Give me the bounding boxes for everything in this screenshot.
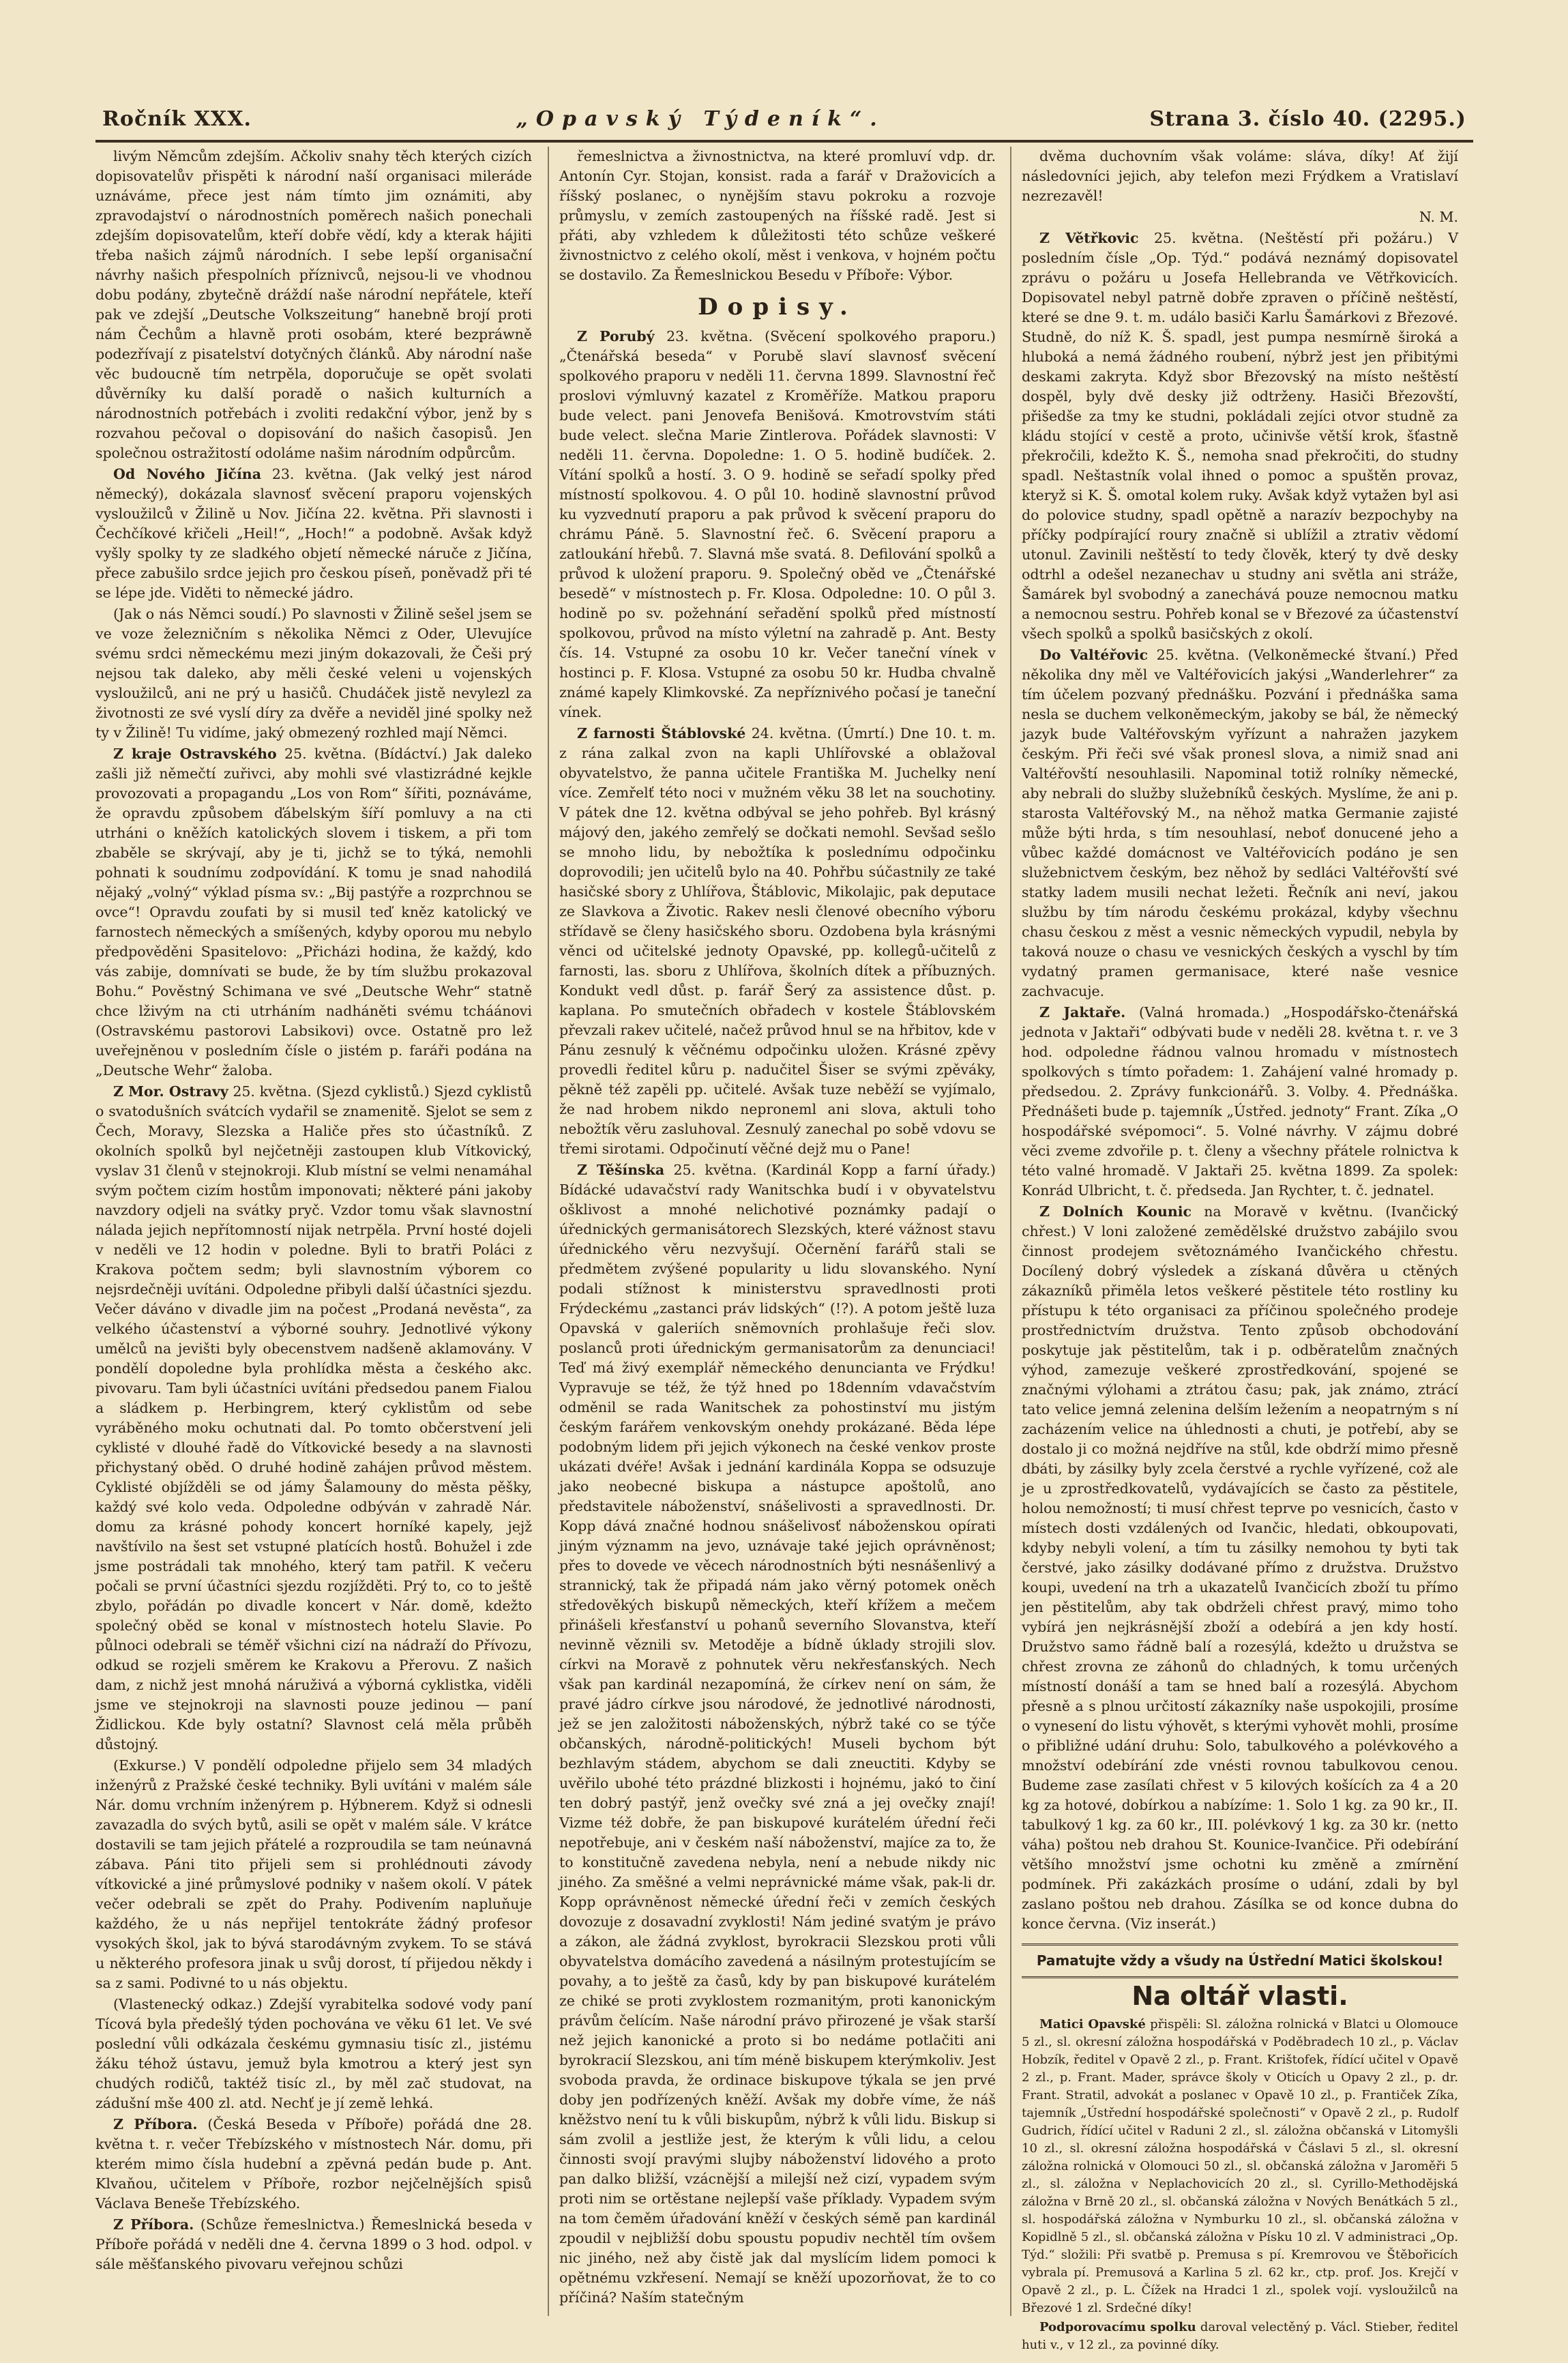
article-paragraph — [95, 1082, 532, 1755]
article-text: 24. května. (Úmrtí.) Dne 10. t. m. z rána zalkal zvon na kapli Uhlířovské a oblažoval obyvatelstvo, že panna učitele Františka M. Juchelky není více. Zemřelť této noci v mužném věku 38 let na souchotiny. V pátek dne 12. května odbýval se jeho pohřeb. Byl krásný májový den, jakého zemřelý se dočkati nemohl. Sevšad sešlo se mnoho lidu, by nebožtíka k poslednímu odpočinku doprovodili; jen učitelů bylo na 40. Pohřbu súčastnily ze také hasičské sbory z Uhlířova, Štáblovic, Mikolajic, pak deputace ze Slavkova a Životic. Rakev nesli členové obecního výboru střídavě se členy hasičského sboru. Ozdobena byla krásnými věnci od učitelské jednoty Opavské, pp. kollegů-učitelů z farnosti, las. sboru z Uhlířova, školních dítek a příbuzných. Kondukt vedl důst. p. farář Šerý za assistence důst. p. kaplana. Po smutečních obřadech v kostele Štáblovském převzali rakev učitelé, načež průvod hnul se na hřbitov, kde v Pánu zesnulý k věčnému odpočinku uložen. Krásné zpěvy provedli ředitel kůru p. nadučitel Šiser se svými zpěváky, pěkně též zapěli pp. učitelé. Avšak tuze neběží se vyjímalo, že nad hrobem nikdo neproneml ani slova, aktuli toho nebožtík věru zasluhoval. Zesnulý zanechal po sobě vdovu se třemi sirotami. Odpočinutí věčné dejž mu o Pane! — [559, 725, 996, 1157]
article-text: 25. května. (Kardinál Kopp a farní úřady.) Bídácké udavačství rady Wanitschka budí i v obyvatelstvu ošklivost a mnohé nelichotivé poznámky padají o úřednických germanisátorech Slezských, které vážnost stavu úřednického věru nezvyšují. Očernění farářů stali se předmětem zvýšené popularity u lidu slovanského. Nyní podali stížnost k ministerstvu spravedlnosti proti Frýdeckému „zastanci práv lidských“ (!?). A potom ještě luza Opavská v galeriích sněmovních prohlašuje řeči slov. poslanců proti úřednickým germanisatorům za denunciaci! Teď má živý exemplář německého denuncianta ve Frýdku! Vypravuje se též, že týž hned po 18denním vdavačstvím odměnil se rada Wanitschek za pohostinství mu jistým českým farářem venkovským onehdy prokázané. Běda lépe podobným lidem při jejich výkonech na české venkov proste ukázati dvéře! Avšak i jednání kardinála Koppa se odsuzuje jako neobecné biskupa a nástupce apoštolů, ano představitele náboženství, snášelivosti a spravedlnosti. Dr. Kopp dává značné hodnou snášelivosť náboženskou opírati jiným významm na jevo, uznávaje také jejich oprávněnost; přes to dovede ve věcech národnostních býti nesnášenlivý a strannický, tak že připadá nám jako věrný potomek oněch středověkých biskupů německých, kteří křížem a mečem přinášeli křesťanství u pohanů severního Slovanstva, kteří nevinně věznili sv. Metoděje a bídně úklady strojili slov. církvi na Moravě z pohnutek věru nekřesťanských. Nech však pan kardinál nezapomíná, že církev není on sám, že pravé jádro církve jsou národové, že jednotlivé národnosti, jež se jen založitosti náboženských, nýbrž také co se týče občanských, národně-politických! Museli bychom být bezhlavým stádem, abychom se dali zneuctiti. Kdyby se uvěřilo ubohé této prázdné blizkosti i hojnému, jakó to činí ten dobrý pastýř, jenž ovečky své zná a jej ovečky znají! Vizme též dobře, že pan biskupové kurátelém úřední řeči nepotřebuje, ani v českém naší náboženství, majíce za to, že to konstitučně zavedena nebyla, není a nebude nikdy nic jiného. Za směšné a velmi neprávnické máme však, pak-li dr. Kopp oprávněnost německé úřední řeči v zemích českých dovozuje z dosavadní zvyklosti! Nám jediné svatým je právo a zákon, ale žádná zvyklost, byrokracii Slezskou proti vůli obyvatelstva domácího zavedená a násilným protestujícím se povahy, a to ještě za časů, kdy by pan biskupové kurátelém ze chiké se proti zvyklostem rozmanitým, proti kanonickým právům čelícím. Naše národní právo přirozené je však starší než jejich kanonické a proto si bo nedáme potlačiti ani byrokracií Slezskou, ani tím méně biskupem kterýmkoliv. Jest svoboda pravda, že ordinace biskupove týkala se jen prvé doby jen podřízených kněží. Avšak my dobře víme, že náš kněžstvo není tu k vůli biskupům, nýbrž k vůli lidu. Biskup si sám zvolil a jestliže jest, že kterým k vůli lidu, a celou činnosti svojí pravými slujby náboženství lidového a proto pan dalko bližší, vzácnější a milejší než cizí, vypadem svým proti nim se ortěstane nejlepší vaše příklady. Vypadem svým na tom čeměm úřadování kněží v českých sémě pan kardinál zpoudil v nejbližší dobu spoustu popudiv nechtěl tím ovšem nic jiného, než aby čistě jak dal myslícím lidem pomoci k opětnému vzkřesení. Nemají se kněží upozorňovat, že to co příčiná? Naším statečným — [559, 1162, 996, 2306]
article-paragraph — [1022, 229, 1458, 644]
article-text: 25. května. (Sjezd cyklistů.) Sjezd cyklistů o svatodušních svátcích vydařil se znamenitě. Sjelot se sem z Čech, Moravy, Slezska a Haliče přes sto účastníků. Z okolních spolků byl nejčetněji zastoupen klub Vítkovický, vyslav 31 členů v stejnokroji. Klub místní se velmi nenamáhal svým počtem cizím hostům imponovati; některé páni jakoby navzdory odjeli na svátky pryč. Vzdor tomu však slavnostní nálada jejich nepřítomností nijak netrpěla. První hosté dojeli v neděli ve 12 hodin v poledne. Byli to bratři Poláci z Krakova počtem sedm; byli slavnostním výborem co nejsrdečněji uvítáni. Odpoledne přibyli další účastníci sjezdu. Večer dáváno v divadle jim na počest „Prodaná nevěsta“, za velkého účastenství a výborné souhry. Jednotlivé výkony umělců na jevišti byly obecenstvem nadšeně aklamovány. V pondělí dopoledne byla prohlídka města a českého akc. pivovaru. Tam byli účastníci uvítáni předsedou panem Fialou a sládkem p. Herbingrem, který cyklistům od sebe vyráběného moku ochutnati dal. Po tomto občerstvení jeli cyklisté v dlouhé řadě do Vítkovické besedy a na slavnosti přichystaný oběd. O druhé hodině zahájen průvod městem. Cyklisté objížděli se od jámy Šalamouny do města pěšky, každý své kolo veda. Odpoledne odbýván v zahradě Nár. domu za krásné pohody koncert horníké kapely, jejž navštívilo na šest set vstupné platících hostů. Bohužel i zde jsme postrádali tak mnohého, který tam patřil. K večeru počali se první účastníci sjezdu rozjížděti. Prý to, co to ještě zbylo, pořádán po divadle koncert v Nár. domě, kdežto společný oběd se konal v místnostech hotelu Slavie. Po půlnoci odebrali se téměř všichni cizí na nádraží do Přívozu, odkud se rozjeli směrem ke Krakovu a Přerovu. Z našich dam, z nichž jest mnohá náruživá a výborná cyklistka, viděli jsme ve stejnokroji na slavnosti pouze jedinou — paní Židlickou. Kde byly ostatní? Slavnost celá měla průběh důstojný. — [95, 1083, 532, 1752]
column-divider — [1010, 147, 1011, 2316]
boxed-notice: Pamatujte vždy a všudy na Ústřední Matici školskou! — [1022, 1943, 1458, 1978]
article-paragraph — [95, 744, 532, 1081]
article-paragraph: řemeslnictva a živnostnictva, na které promluví vdp. dr. Antonín Cyr. Stojan, konsist. rada a farář v Dražovicích a říšský poslanec, o nynějším stavu pokroku a rozvoje průmyslu, v zemích zastoupených na říšské radě. Jest si přáti, aby vzhledem k důležitosti této schůze veškeré živnostnictvo z celého okolí, měst i venkova, v hojném počtu se dostavilo. Za Řemeslnickou Besedu v Příboře: Výbor. — [559, 148, 996, 283]
column-2 — [559, 147, 996, 2316]
article-paragraph — [95, 2215, 532, 2274]
column-3 — [1022, 147, 1459, 2352]
article-paragraph: (Jak o nás Němci soudí.) Po slavnosti v Žilině sešel jsem se ve voze železničním s několika Němci z Oder, Ulevujíce svému srdci německému mezi jiným dokazovali, že Češi prý nejsou tak daleko, aby měli české veleni u vojenských vysloužilců, ani ne prý u hasičů. Chudáček jistě nevylezl za životnosti ze své vyslí díry za dvěře a neviděl jiné spolky než ty v Žilině! Tu vidíme, jaký obmezený rozhled mají Němci. — [95, 606, 532, 741]
article-paragraph: (Exkurse.) V pondělí odpoledne přijelo sem 34 mladých inženýrů z Pražské české techniky. Byli uvítáni v malém sále Nár. domu vrchním inženýrem p. Hýbnerem. Když si odnesli zavazadla do svých bytů, asili se opět v malém sále. V krátce dostavili se tam jejich přátelé a rozproudila se tam neúnavná zábava. Páni tito přijeli sem si prohlédnouti závody vítkovické a jiné průmyslové podniky v našem okolí. V pátek večer odebrali se zpět do Prahy. Podivením napluňuje každého, že u nás nepřijel tentokráte žádný profesor vysokých škol, jak to bývá starodávným zvykem. To se stává u některého profesora jinak u svůj dorost, tí přijedou někdy i sa z sami. Podivné to u nás objektu. — [95, 1757, 532, 1991]
article-paragraph — [559, 1160, 996, 2308]
article-paragraph — [95, 465, 532, 603]
volume-label: Ročník XXX. — [102, 106, 252, 131]
article-heading: Z Dolních Kounic — [1039, 1203, 1192, 1220]
article-paragraph — [1022, 1003, 1458, 1201]
article-heading: Do Valtéřovic — [1039, 647, 1148, 663]
page-header — [102, 102, 1466, 135]
article-text: 25. května. (Neštěstí při požáru.) V posledním čísle „Op. Týd.“ podává neznámý dopisovatel zprávu o požáru u Josefa Hellebranda ve Větřkovicích. Dopisovatel nebyl patrně dobře zpraven o příčině neštěstí, které se dne 9. t. m. událo basiči Karlu Šamárkovi z Březové. Studně, do níž K. Š. spadl, jest pumpa nesmírně široká a hluboká a nemá žádného roubení, nýbrž jest jen přibitými deskami zakryta. Když sbor Březovský na místo neštěstí dospěl, byly dvě desky již odtrženy. Hasiči Březovští, přišedše za tmy ke studni, pokládali zejíci otvor studně za kládu stojící v cestě a proto, učinivše větší krok, šťastně překročili, kdežto K. Š., nemoha snad překročiti, do studny spadl. Neštastník volal ihned o pomoc a spuštěn provaz, kteryž si K. Š. omotal kolem ruky. Avšak když vytažen byl asi do polovice studny, spadl opětně a narazív bezpochyby na příčky podpírající roury značně si ublížil a ztrativ vědomí utonul. Zavinili neštěstí to tedy člověk, který ty dvě desky odtrhl a odešel nezanechav u studny ani světla ani stráže, Šamárek byl svobodný a zanechává pouze nemocnou matku a nemocnou sestru. Pohřeb konal se v Březové za účastenství všech spolků a spolků basičských z okolí. — [1022, 230, 1459, 642]
article-text: 25. května. (Velkoněmecké štvaní.) Před několika dny měl ve Valtéřovicích jakýsi „Wanderlehrer“ za tím účelem pozvaný přednášku. Pozvání i přednáška sama nesla se duchem velkoněmeckým, jakoby se bál, že německý jazyk bude Valtéřovským vyřízunt a nahražen jazykem českým. Při řeči své však pronesl slova, a nimiž snad ani Valtéřovští nesouhlasili. Napominal totiž rolníky německé, aby nebrali do služby služebníků českých. Myslíme, že ani p. starosta Valtéřovský M., na něhož matka Germanie zajisté může býti hrda, s tím nesouhlasí, neboť donucené jeho a vůbec každé domácnost ve Valtéřovicích podáno je sen služebnictvem českým, bez něhož by sedláci Valtéřovští své statky ladem musili nechat ležeti. Řečník ani neví, jakou službu by tím národu českému prokázal, kdyby všechnu chasu českou z měst a vesnic německých vypudil, nebyla by taková nouze o chasu ve vesnických českých a vyschl by tím vydatný pramen germanisace, které naše vesnice zachvacuje. — [1022, 647, 1458, 999]
signature: N. M. — [1419, 209, 1458, 225]
article-heading: Z Větřkovic — [1039, 230, 1139, 246]
article-text: 23. května. (Svěcení spolkového praporu.) „Čtenářská beseda“ v Porubě slaví slavnosť svěcení spolkového praporu v neděli 11. června 1899. Slavnostní řeč proslovi výmluvný kazatel z Kroměříže. Matkou praporu bude velect. pani Jenovefa Benišová. Kmotrovstvím státi bude velect. slečna Marie Zintlerova. Pořádek slavnosti: V neděli 11. června. Dopoledne: 1. O 5. hodině budíček. 2. Vítání spolků a hostí. 3. O 9. hodině se seřadí spolky před místností spolkovou. 4. O půl 10. hodině slavnostní průvod ku vyzvednutí praporu a pak průvod k svěcení praporu do chrámu Páně. 5. Slavnostní řeč. 6. Svěcení praporu a zatloukání hřebů. 7. Slavná mše svatá. 8. Defilování spolků a průvod k uložení praporu. 9. Společný oběd ve „Čtenářské besedě“ v místnostech p. Fr. Klosa. Odpoledne: 10. O půl 3. hodině po sv. požehnání seřadění spolků před místností spolkovou, průvod na místo výletní na zahradě p. Ant. Besty čís. 14. Vstupné za osobu 10 kr. Večer taneční vínek v hostinci p. F. Klosa. Vstupné za osobu 50 kr. Hudba chvalně známé kapely Klimkovské. Za nepříznivého počasí je taneční vínek. — [559, 328, 996, 720]
article-paragraph — [559, 327, 996, 722]
article-heading: Z Jaktaře. — [1039, 1004, 1126, 1021]
article-text: 25. května. (Bídáctví.) Jak daleko zašli již němečtí zuřivci, aby mohli své vlastizrádné kejkle provozovati a propagandu „Los von Rom“ šířiti, poznáváme, že opravdu způsobem ďábelským šíří pomluvy a na cti utrháni o kněžích katolických slovem i tiskem, a při tom zbaběle se skrývají, aby je ti, jichž se to týká, nemohli pohnati k soudnímu zodpovídání. K tomu je snad nahodilá nějaký „volný“ výklad písma sv.: „Bij pastýře a rozprchnou se ovce“! Opravdu zoufati by si musil teď kněz katolický ve farnostech německých a smíšených, kdyby oporou mu nebylo předpověděni Spasitelovo: „Přicházi hodina, že každý, kdo vás zabije, domnívati se bude, že by tím službu prokazoval Bohu.“ Pověstný Schimana ve své „Deutsche Wehr“ statně chce lživým na cti utrháním nadháněti svému tcháánovi (Ostravskému pastorovi Labsikovi) ovce. Ostatně pro lež uveřejněnou v posledním čísle o jistém p. faráři podána na „Deutsche Wehr“ žaloba. — [95, 746, 532, 1078]
article-paragraph: dvěma duchovním však voláme: sláva, díky! Ať žijí následovníci jejich, aby telefon mezi Frýdkem a Vratislaví nezrezavěl! — [1022, 148, 1458, 204]
article-heading: Z Mor. Ostravy — [113, 1083, 228, 1100]
article-paragraph — [559, 724, 996, 1159]
newspaper-title: „Opavský Týdeník“. — [516, 106, 885, 131]
article-heading: Z kraje Ostravského — [113, 746, 277, 762]
donation-list — [1022, 2016, 1458, 2317]
column-divider — [548, 147, 549, 2316]
article-text: (Valná hromada.) „Hospodářsko-čtenářská jednota v Jaktaři“ odbývati bude v neděli 28. května t. r. ve 3 hod. odpoledne řádnou valnou hromadu v místnostech spolkových s tímto pořadem: 1. Zahájení valné hromady p. předsedou. 2. Zprávy funkcionářů. 3. Volby. 4. Přednáška. Přednášeti bude p. tajemník „Ústřed. jednoty“ Frant. Zíka „O hospodářské svépomoci“. 5. Volné návrhy. V zájmu dobré věci zveme zdvořile p. t. členy a všechny přátele rolnictva k této valné hromadě. V Jaktaři 25. května 1899. Za spolek: Konrád Ulbricht, t. č. předseda. Jan Rychter, t. č. jednatel. — [1022, 1004, 1458, 1199]
page-number-label: Strana 3. číslo 40. (2295.) — [1149, 106, 1466, 131]
article-paragraph — [1022, 1202, 1458, 1934]
article-paragraph — [95, 2115, 532, 2214]
article-text: daroval velectěný p. Václ. Stieber, ředitel huti v., v 12 zl., za povinné díky. — [1022, 2320, 1458, 2352]
donation-title: Na oltář vlasti. — [1131, 1981, 1348, 2011]
article-paragraph: livým Němcům zdejším. Ačkoliv snahy těch kterých cizích dopisovatelův přispěti k národní naší organisaci mileráde uznáváme, přece jest nám tímto jim oznámiti, aby zpravodajství o národnostních poměrech našich ponechali zdejším dopisovatelům, kteří dobře vědí, kdy a kterak hájiti třeba našich zájmů národních. I sebe lepší organisační návrhy našich přespolních příznivců, nejsou-li ve vhodnou dobu podány, zbytečně dráždí naše národní nepřátele, kteří pak ve zdejší „Deutsche Volkszeitung“ hanebně brojí proti nám Čechům a hlavně proti osobám, které bezpráwně podezřívají z pisatelství dotyčných článků. Aby národní naše věc budoucně tím netrpěla, doporučuje se opět svolati důvěrníky ku další poradě o našich kulturních a národnostních potřebách i zvoliti redakční výbor, jenž by s rozvahou pečoval o dopisování do našich časopisů. Jen společnou ostražitostí odoláme našim národním odpůrcům. — [95, 148, 532, 461]
article-text: přispěli: Sl. záložna rolnická v Blatci u Olomouce 5 zl., sl. okresní záložna hospodářská v Poděbradech 10 zl., p. Václav Hobzík, ředitel v Opavě 2 zl., p. Frant. Krištofek, řídící učitel v Opavě 2 zl., p. Frant. Mader, správce školy v Oticích u Opavy 2 zl., p. dr. Frant. Stratil, advokát a poslanec v Opavě 10 zl., p. Frantiček Zíka, tajemník „Ústřední hospodářské společnosti“ v Opavě 2 zl., p. Rudolf Gudrich, řídící učitel v Raduni 2 zl., sl. záložna občanská v Litomyšli 10 zl., sl. okresní záložna hospodářská v Čáslavi 5 zl., sl. okresní záložna rolnická v Olomouci 50 zl., sl. občanská záložna v Jaroměři 5 zl., sl. záložna v Neplachovicích 20 zl., sl. Cyrillo-Methodějská záložna v Brně 20 zl., sl. občanská záložna v Nových Benátkách 5 zl., sl. hospodářská záložna v Nymburku 10 zl., sl. občanská záložna v Kopidlně 5 zl., sl. občanská záložna v Písku 10 zl. V administraci „Op. Týd.“ složili: Při svatbě p. Premusa s pí. Kremrovou ve Štěbořicích vybrala pí. Premusová a Karlina 5 zl. 62 kr., ctp. prof. Jos. Krejčí v Opavě 2 zl., p. L. Čížek na Hradci 1 zl., spolek vojí. vysloužilců na Březové 1 zl. Srdečné díky! — [1022, 2017, 1458, 2315]
article-heading: Z Příbora. — [113, 2216, 194, 2233]
article-text: na Moravě v květnu. (Ivančický chřest.) V loni založené zemědělské družstvo zabájilo svou činnost prodejem světoznámého Ivančického chřestu. Docílený dobrý výsledek a získaná důvěra u ctěných zákazníků přiměla letos veškeré pěstitele této rostliny ku přístupu k této organisaci za příčinou společného prodeje prostřednictvím družstva. Tento způsob obchodování poskytuje jak pěstitelům, tak i p. odběratelům značných výhod, zamezuje veškeré zprostředkování, spojené se značnými výlohami a ztrátou času; pak, jak známo, ztrácí tato velice jemná zelenina delším ležením a neopatrným s ní zacházením velice na úhlednosti a chuti, je potřebí, aby se dostalo ji co možná nejdříve na stůl, kde obdrží mimo přesně dbáti, by zásilky byly zcela čerstvé a rychle vyřízené, což ale je u zprostředkovatelů, vydávajících se často za pěstitele, holou nemožností; ti musí chřest teprve po vesnicích, často v místech dosti vzdálených od Ivančic, hledati, obkoupovati, kdyby nebyli volení, a tím tu zásilky nemohou ty byti tak čerstvé, jako zásilky dodávané přímo z družstva. Družstvo koupi, uvedení na trh a ukazatelů Ivančicích zboží tu přímo jen pěstitelům, aby tak obdrželi chřest pravý, mimo toho vybírá jen nejkrásnější zboží a odebírá a jen kdy hostí. Družstvo samo řádně balí a rozesýlá, kdežto u družstva se chřest zrovna ze záhonů do chladných, k tomu určených místností donáší a tam se hned balí a rozesýlá. Abychom přesně a s plnou určitostí zákazníky naše uspokojili, prosíme o vynesení do listu výhovět, s kterými vyhovět mohli, prosíme o přibližné udání druhu: Solo, tabulkového a polévkového a množství odebírání zde vnésti rovnou tabulkovou cenou. Budeme zase zasílati chřest v 5 kilových košících za 4 a 20 kg za hotové, dobírkou a nabízíme: 1. Solo 1 kg. za 90 kr., II. tabulkový 1 kg. za 60 kr., III. polévkový 1 kg. za 30 kr. (netto váha) poštou neb drahou St. Kounice-Ivančice. Při odebírání většího množství jsme ochotni ku změně a zmírnění podmínek. Při zakázkách prosíme o udání, zdali by byl zaslano poštou neb drahou. Zásílka se od konce dubna do konce června. (Viz inserát.) — [1022, 1203, 1458, 1932]
article-text: 23. května. (Jak velký jest národ německý), dokázala slavnosť svěcení praporu vojenských vysloužilců v Žilině u Nov. Jičína 22. května. Při slavnosti i Čechčíkové křičeli „Heil!“, „Hoch!“ a podobně. Avšak když vyšly spolky ty ze sladkého objetí německé náruče z Jičína, přece zabušilo srdce jejich pro českou píseň, poněvadž při té se lépe jde. Viděti to německé jádro. — [95, 466, 532, 601]
article-heading: Matici Opavské — [1039, 2017, 1146, 2031]
article-text: (Schůze řemeslnictva.) Řemeslnická beseda v Příboře pořádá v neděli dne 4. června 1899 o 3 hod. odpol. v sále měšťanského pivovaru veřejnou schůzi — [95, 2216, 532, 2272]
article-heading: Od Nového Jičína — [113, 466, 261, 482]
column-1 — [95, 147, 532, 2316]
article-heading: Z Příbora. — [113, 2116, 198, 2132]
article-paragraph: (Vlastenecký odkaz.) Zdejší vyrabitelka sodové vody paní Tícová byla předešlý týden pochována ve věku 61 let. Ve své poslední vůli odkázala českému gymnasiu tisíc zl., jistému žáku téhož ústavu, jemuž byla kmotrou a který jest syn chudých rodičů, taktéž tisíc zl., by měl zač studovat, na zádušní mše 400 zl. atd. Nechť je jí země lehká. — [95, 1996, 532, 2111]
article-heading: Podporovacímu spolku — [1039, 2320, 1196, 2334]
donation-note — [1022, 2319, 1458, 2354]
article-text: (Česká Beseda v Příboře) pořádá dne 28. května t. r. večer Třebízského v místnostech Nár. domu, při kterém mimo čísla hudební a zpěvná pedán bude p. Ant. Klvaňou, učitelem v Příboře, rozbor nejčelnějších spisů Václava Beneše Třebízského. — [95, 2116, 532, 2212]
section-title: Dopisy. — [698, 293, 857, 321]
article-heading: Z Porubý — [577, 328, 655, 344]
article-heading: Z farnosti Štáblovské — [577, 725, 746, 742]
article-heading: Z Těšínska — [577, 1162, 665, 1178]
header-rule — [95, 140, 1473, 143]
article-paragraph — [1022, 645, 1458, 1001]
